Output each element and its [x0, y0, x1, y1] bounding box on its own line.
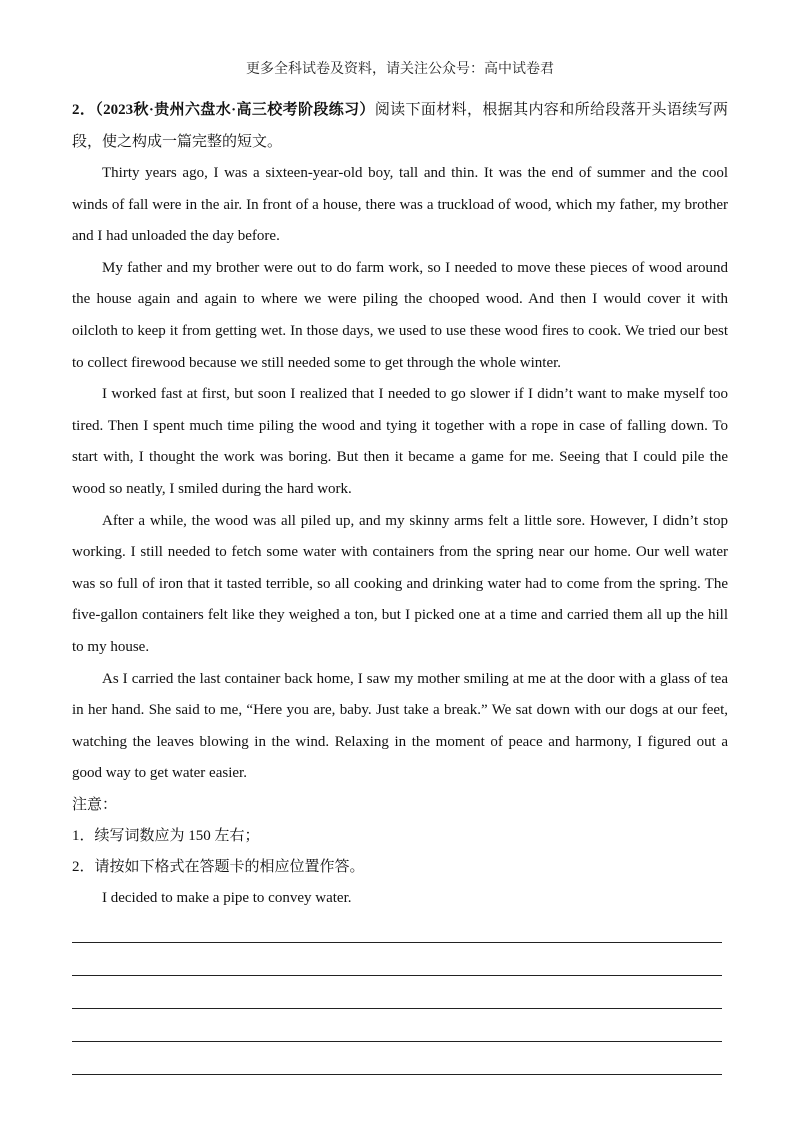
- passage-paragraph-3: I worked fast at first, but soon I realized that I needed to go slower if I didn’t want to make myself too tired. Then I spent much time piling the wood and tying it together with a rope in case of falling down. To start with, I thought the work was boring. But then it became a game for me. Seeing that I could pile the wood so neatly, I smiled during the hard work.: [72, 386, 728, 497]
- question-source: （2023秋·贵州六盘水·高三校考阶段练习）: [95, 102, 375, 118]
- note-item-1: 1．续写词数应为 150 左右；: [72, 827, 260, 844]
- passage-paragraph-1: Thirty years ago, I was a sixteen-year-old boy, tall and thin. It was the end of summer and the cool winds of fall were in the air. In front of a house, there was a truckload of wood, which my father, my brother and I had unloaded the day before.: [72, 165, 728, 245]
- note-item-2: 2．请按如下格式在答题卡的相应位置作答。: [72, 858, 365, 875]
- notes-title: 注意：: [72, 796, 118, 813]
- paragraph-starter: I decided to make a pipe to convey water.: [102, 889, 352, 906]
- answer-line[interactable]: [72, 943, 722, 976]
- page-header: 更多全科试卷及资料，请关注公众号：高中试卷君: [246, 62, 554, 77]
- document-body: [72, 94, 728, 1075]
- passage-paragraph-2: My father and my brother were out to do farm work, so I needed to move these pieces of wood around the house again and again to where we were piling the chooped wood. And then I would cover it with oilcloth to keep it from getting wet. In those days, we used to use these wood fires to cook. We tried our best to collect firewood because we still needed some to get through the whole winter.: [72, 259, 728, 371]
- question-number: 2．: [72, 102, 96, 118]
- passage-paragraph-4: After a while, the wood was all piled up, and my skinny arms felt a little sore. However, I didn’t stop working. I still needed to fetch some water with containers from the spring near our home. Our well water was so full of iron that it tasted terrible, so all cooking and drinking water had to come from the spring. The five-gallon containers felt like they weighed a ton, but I picked one at a time and carried them all up the hill to my house.: [72, 512, 728, 655]
- answer-line[interactable]: [72, 1042, 722, 1075]
- question-instruction: 阅读下面材料，根据其内容和所给段落开头语续写两段，使之构成一篇完整的短文。: [72, 102, 728, 150]
- question-stem: [72, 94, 728, 158]
- answer-line[interactable]: [72, 1009, 722, 1042]
- passage-paragraph-5: As I carried the last container back home, I saw my mother smiling at me at the door with a glass of tea in her hand. She said to me, “Here you are, baby. Just take a break.” We sat down with our dogs at our feet, watching the leaves blowing in the wind. Relaxing in the moment of peace and harmony, I figured out a good way to get water easier.: [72, 670, 728, 782]
- answer-lines: [72, 914, 728, 1075]
- answer-line[interactable]: [72, 914, 722, 943]
- answer-line[interactable]: [72, 976, 722, 1009]
